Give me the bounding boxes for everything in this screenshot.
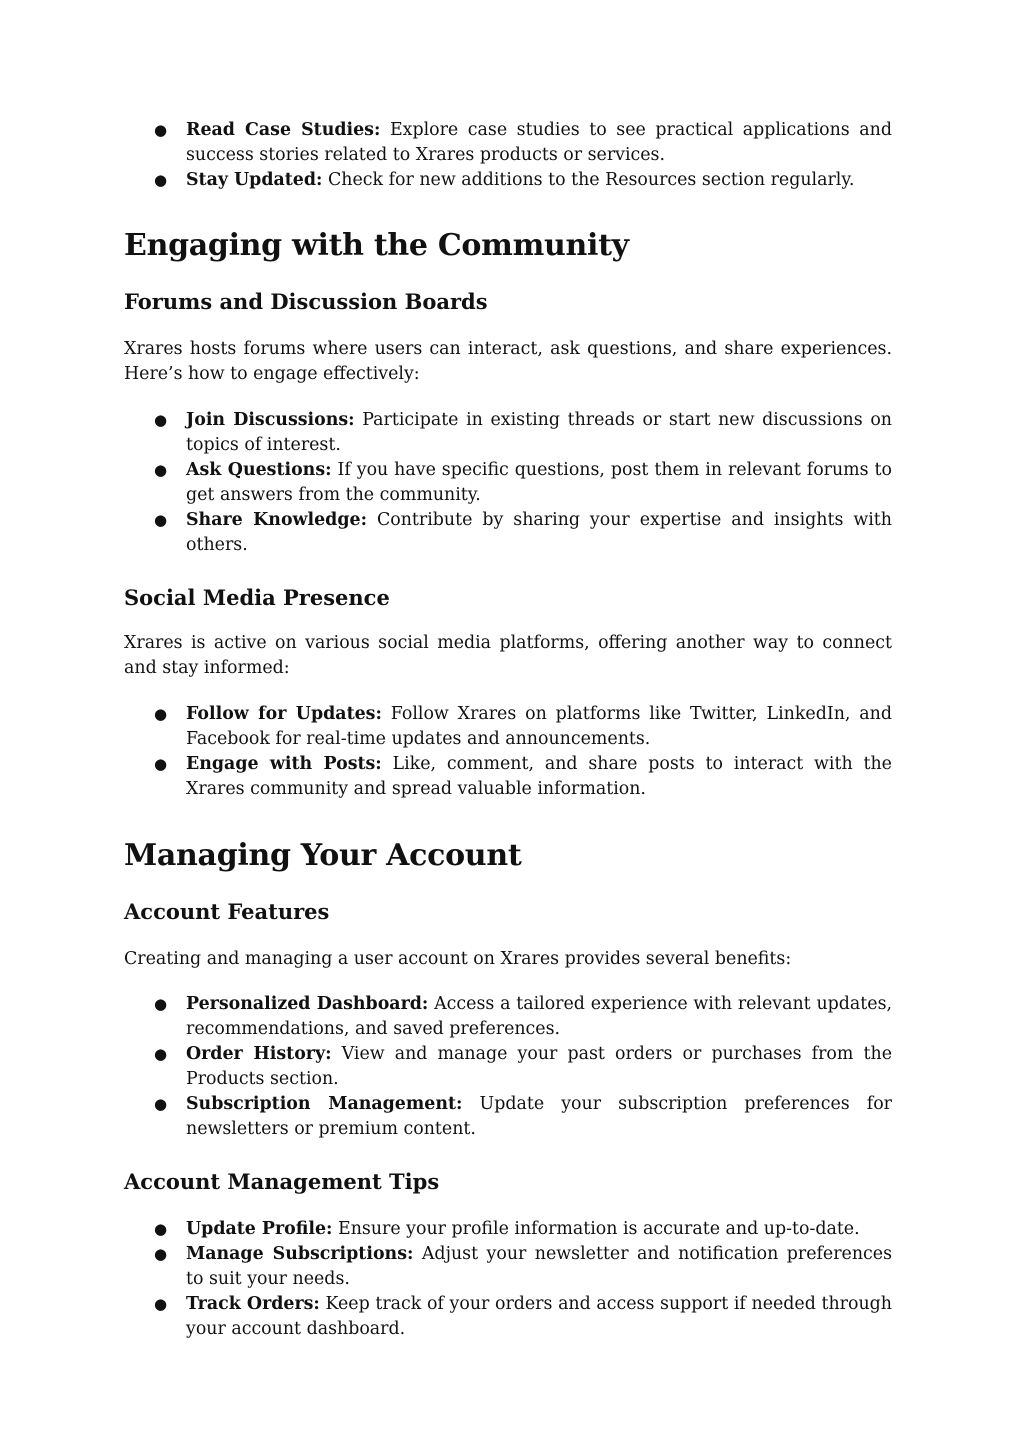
subsection-heading: Social Media Presence [124, 585, 390, 610]
item-text: Participate in existing threads or start new discussions on topics of interest. [186, 410, 892, 455]
paragraph: Creating and managing a user account on Xrares provides several benefits: [124, 949, 792, 969]
item-label: Order History: [186, 1044, 332, 1064]
item-text: Follow Xrares on platforms like Twitter, LinkedIn, and Facebook for real-time updates and announcements. [186, 704, 892, 749]
bullet-icon: ● [154, 1245, 168, 1263]
item-label: Subscription Management: [186, 1094, 463, 1114]
item-text: View and manage your past orders or purchases from the Products section. [186, 1044, 892, 1089]
item-label: Join Discussions: [186, 410, 355, 430]
bullet-list [124, 408, 892, 558]
list-item [124, 1042, 892, 1092]
list-item [124, 702, 892, 752]
subsection-heading: Forums and Discussion Boards [124, 289, 488, 314]
item-text: Keep track of your orders and access support if needed through your account dashboard. [186, 1294, 892, 1339]
list-item [124, 1217, 892, 1242]
list-item [124, 1242, 892, 1292]
paragraph: Xrares hosts forums where users can interact, ask questions, and share experiences. Here’s how to engage effectively: [124, 339, 892, 384]
item-text: Adjust your newsletter and notification preferences to suit your needs. [186, 1244, 892, 1289]
bullet-icon: ● [154, 171, 168, 189]
document-body [124, 118, 892, 1342]
bullet-icon: ● [154, 411, 168, 429]
bullet-icon: ● [154, 1045, 168, 1063]
bullet-icon: ● [154, 511, 168, 529]
item-text: Ensure your profile information is accurate and up-to-date. [338, 1219, 860, 1239]
item-text: Like, comment, and share posts to interact with the Xrares community and spread valuable information. [186, 754, 892, 799]
list-item [124, 458, 892, 508]
bullet-icon: ● [154, 1295, 168, 1313]
item-label: Track Orders: [186, 1294, 320, 1314]
subsection-heading: Account Management Tips [124, 1169, 440, 1194]
item-label: Engage with Posts: [186, 754, 382, 774]
item-text: Explore case studies to see practical applications and success stories related to Xrares products or services. [186, 120, 892, 165]
list-item [124, 168, 892, 193]
bullet-icon: ● [154, 995, 168, 1013]
subsection-heading: Account Features [124, 899, 330, 924]
item-label: Share Knowledge: [186, 510, 367, 530]
item-label: Manage Subscriptions: [186, 1244, 414, 1264]
item-text: Access a tailored experience with relevant updates, recommendations, and saved preferences. [186, 994, 893, 1039]
item-text: Check for new additions to the Resources section regularly. [327, 170, 855, 190]
item-label: Update Profile: [186, 1219, 333, 1239]
item-label: Follow for Updates: [186, 704, 382, 724]
list-item [124, 752, 892, 802]
bullet-list [124, 1217, 892, 1342]
list-item [124, 1092, 892, 1142]
bullet-list [124, 702, 892, 802]
section-heading: Engaging with the Community [124, 228, 629, 263]
section-heading: Managing Your Account [124, 838, 522, 873]
item-label: Stay Updated: [186, 170, 323, 190]
bullet-list [124, 118, 892, 193]
paragraph: Xrares is active on various social media platforms, offering another way to connect and stay informed: [124, 633, 892, 678]
item-label: Personalized Dashboard: [186, 994, 429, 1014]
bullet-list [124, 992, 892, 1142]
item-label: Ask Questions: [186, 460, 332, 480]
list-item [124, 508, 892, 558]
bullet-icon: ● [154, 121, 168, 139]
item-text: Update your subscription preferences for newsletters or premium content. [186, 1094, 892, 1139]
bullet-icon: ● [154, 461, 168, 479]
item-text: Contribute by sharing your expertise and insights with others. [186, 510, 892, 555]
list-item [124, 408, 892, 458]
bullet-icon: ● [154, 755, 168, 773]
item-text: If you have specific questions, post them in relevant forums to get answers from the community. [186, 460, 892, 505]
list-item [124, 1292, 892, 1342]
bullet-icon: ● [154, 705, 168, 723]
bullet-icon: ● [154, 1220, 168, 1238]
list-item [124, 992, 892, 1042]
list-item [124, 118, 892, 168]
bullet-icon: ● [154, 1095, 168, 1113]
item-label: Read Case Studies: [186, 120, 381, 140]
